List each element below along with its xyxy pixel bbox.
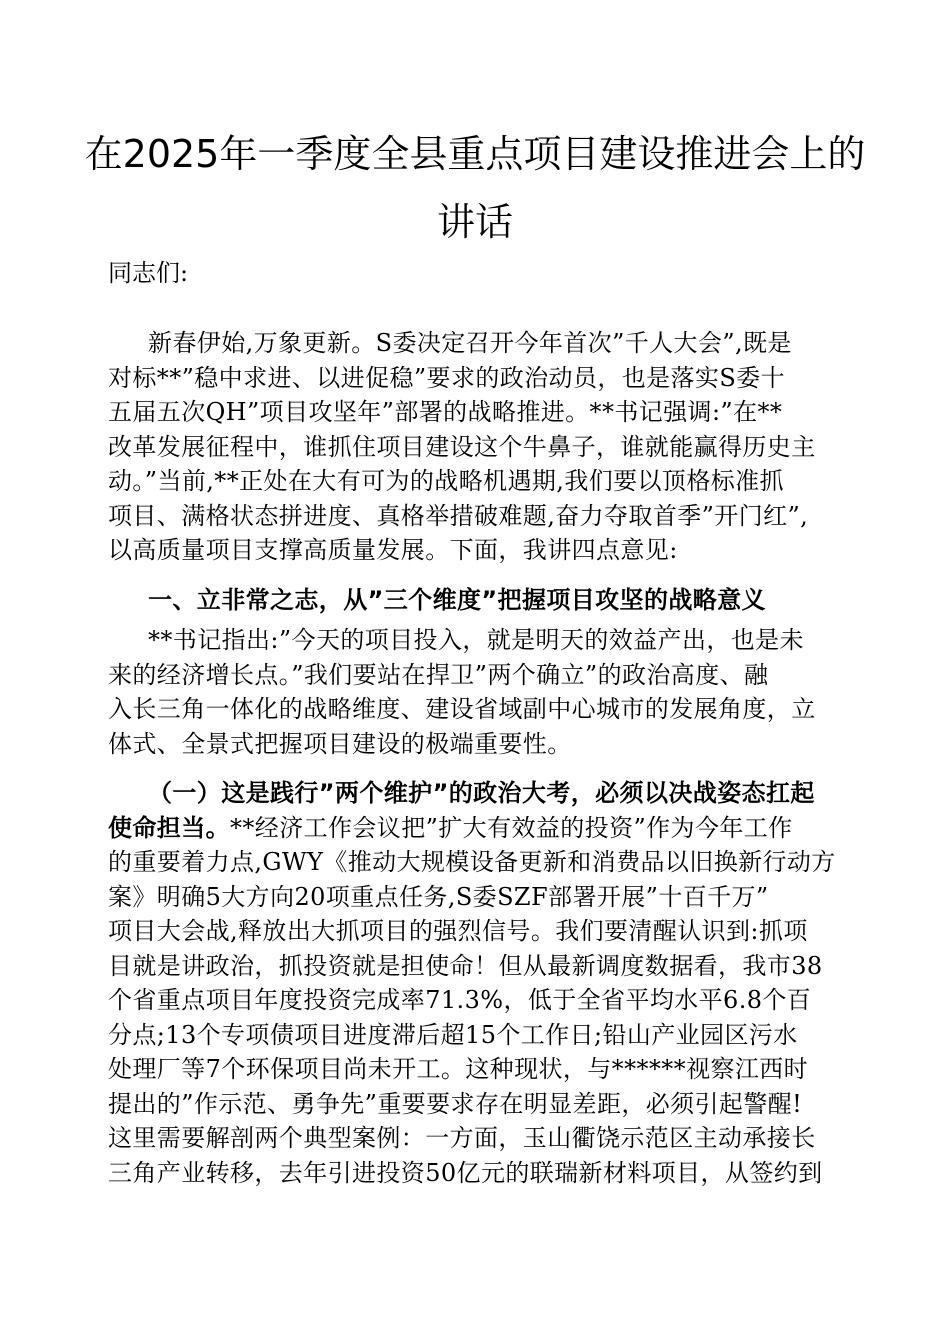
section-heading-text: 一、立非常之志，从”三个维度”把握项目攻坚的战略意义 [148, 586, 766, 614]
text-line: **书记指出:”今天的项目投入，就是明天的效益产出，也是未 [148, 626, 804, 654]
text-line: 入长三角一体化的战略维度、建设省域副中心城市的发展角度，立 [108, 695, 816, 723]
subsection-heading-tail: 使命担当。 [108, 813, 230, 842]
subsection-heading-text: （一）这是践行”两个维护”的政治大考，必须以决战姿态扛起 [148, 779, 815, 807]
text-line: 的重要着力点,GWY《推动大规模设备更新和消费品以旧换新行动方 [108, 848, 836, 876]
text-line: 处理厂等7个环保项目尚未开工。这种现状，与******视察江西时 [108, 1055, 809, 1083]
document-title-line-1: 在2025年一季度全县重点项目建设推进会上的 [84, 132, 866, 176]
text-line: 改革发展征程中，谁抓住项目建设这个牛鼻子，谁就能赢得历史主 [108, 432, 816, 461]
text-line: 个省重点项目年度投资完成率71.3%，低于全省平均水平6.8个百 [108, 986, 812, 1014]
text-line: 目就是讲政治，抓投资就是担使命！但从最新调度数据看，我市38 [108, 951, 823, 980]
paragraph-intro [108, 326, 848, 568]
text-line: 案》明确5大方向20项重点任务,S委SZF部署开展”十百千万” [108, 882, 769, 911]
text-line-rest: **经济工作会议把”扩大有效益的投资”作为今年工作 [230, 813, 793, 842]
text-line: 三角产业转移，去年引进投资50亿元的联瑞新材料项目，从签约到 [108, 1158, 823, 1187]
document-title-line-2: 讲话 [436, 200, 513, 244]
text-line: 动。”当前,**正处在大有可为的战略机遇期,我们要以顶格标准抓 [108, 467, 784, 495]
text-line: 项目大会战,释放出大抓项目的强烈信号。我们要清醒认识到:抓项 [108, 917, 808, 945]
text-line: 新春伊始,万象更新。S委决定召开今年首次”千人大会”,既是 [148, 329, 792, 357]
text-line: 五届五次QH”项目攻坚年”部署的战略推进。**书记强调:”在** [108, 398, 783, 426]
text-line: 以高质量项目支撑高质量发展。下面，我讲四点意见: [108, 536, 678, 564]
text-line: 体式、全景式把握项目建设的极端重要性。 [108, 729, 572, 758]
text-line: 提出的”作示范、勇争先”重要要求存在明显差距，必须引起警醒! [108, 1089, 803, 1118]
salutation: 同志们: [108, 259, 189, 287]
text-line: 对标**”稳中求进、以进促稳”要求的政治动员，也是落实S委十 [108, 363, 785, 392]
paragraph-section-1 [108, 623, 848, 761]
text-line: 这里需要解剖两个典型案例：一方面，玉山衢饶示范区主动承接长 [108, 1124, 816, 1152]
section-heading-1 [108, 583, 848, 618]
text-line: 项目、满格状态拼进度、真格举措破难题,奋力夺取首季”开门红”, [108, 501, 809, 530]
text-line: 分点;13个专项债项目进度滞后超15个工作日;铅山产业园区污水 [108, 1020, 798, 1049]
paragraph-subsection-1 [108, 776, 848, 1190]
text-line: 来的经济增长点。”我们要站在捍卫”两个确立”的政治高度、融 [108, 660, 769, 689]
text-line [108, 811, 848, 846]
